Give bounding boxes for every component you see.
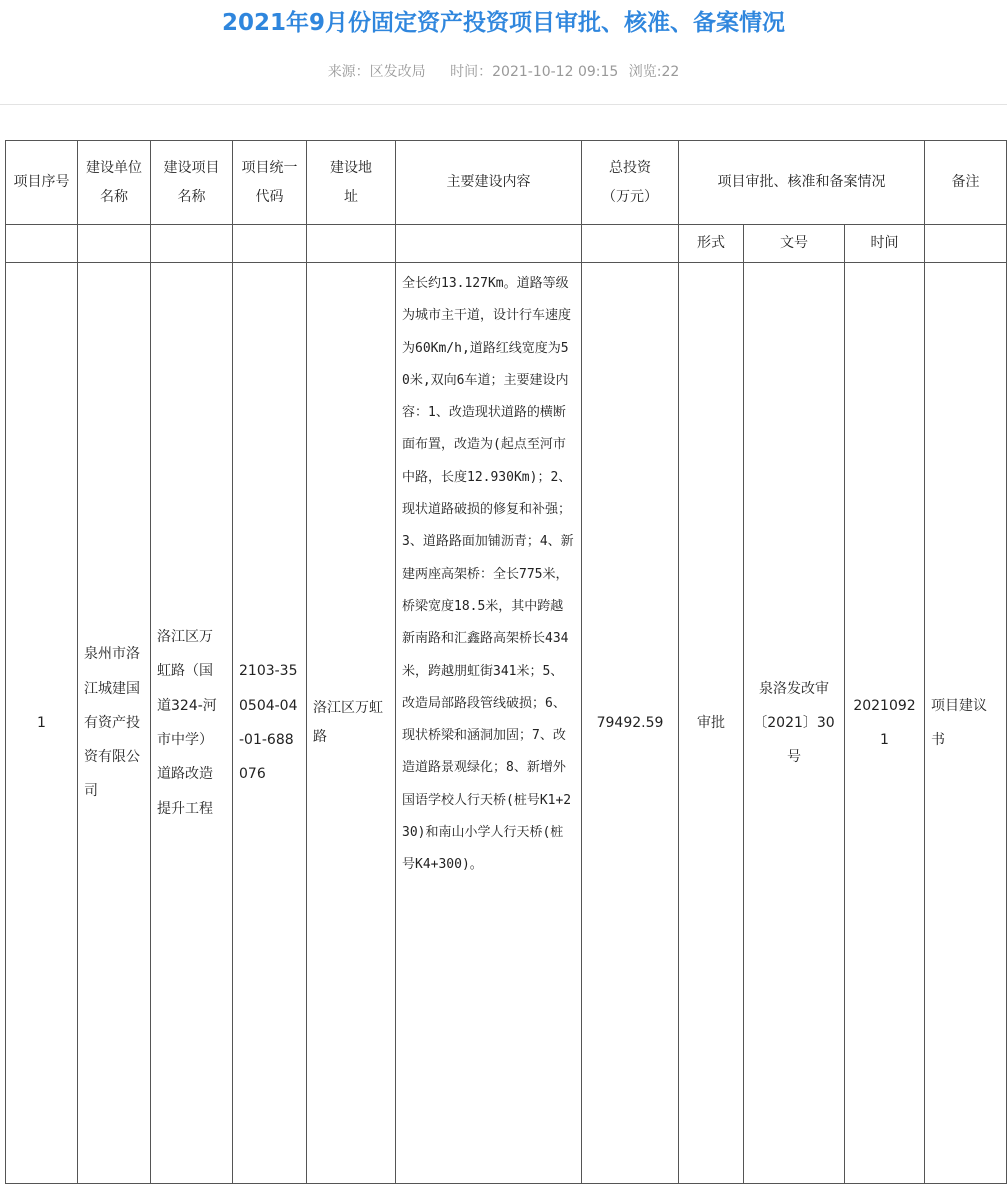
header-seq: 项目序号 — [6, 141, 78, 225]
header-unit: 建设单位名称 — [78, 141, 151, 225]
subheader-row — [6, 225, 1007, 263]
subheader-empty — [582, 225, 679, 263]
cell-doc-no: 泉洛发改审〔2021〕30号 — [744, 263, 845, 1184]
subheader-empty — [233, 225, 307, 263]
subheader-empty — [6, 225, 78, 263]
cell-form: 审批 — [679, 263, 744, 1184]
cell-investment: 79492.59 — [582, 263, 679, 1184]
cell-code: 2103-350504-04-01-688076 — [233, 263, 307, 1184]
header-date: 时间 — [845, 225, 925, 263]
article-meta — [0, 62, 1007, 82]
cell-date: 20210921 — [845, 263, 925, 1184]
header-investment: 总投资（万元） — [582, 141, 679, 225]
header-code: 项目统一代码 — [233, 141, 307, 225]
view-count: 浏览:22 — [628, 64, 680, 80]
header-row — [6, 141, 1007, 225]
cell-content: 全长约13.127Km。道路等级为城市主干道，设计行车速度为60Km/h,道路红线宽度为50米,双向6车道；主要建设内容：1、改造现状道路的横断面布置，改造为(起点至河市中路，长度12.930Km)；2、现状道路破损的修复和补强；3、道路路面加铺沥青；4、新建两座高架桥：全长775米，桥梁宽度18.5米，其中跨越新南路和汇鑫路高架桥长434米，跨越朋虹街341米；5、改造局部路段管线破损；6、现状桥梁和涵洞加固；7、改造道路景观绿化；8、新增外国语学校人行天桥(桩号K1+230)和南山小学人行天桥(桩号K4+300)。 — [396, 263, 582, 1184]
header-project-name: 建设项目名称 — [151, 141, 233, 225]
page-title: 2021年9月份固定资产投资项目审批、核准、备案情况 — [221, 10, 786, 36]
publish-time: 时间：2021-10-12 09:15 — [450, 64, 619, 80]
header-approval-group: 项目审批、核准和备案情况 — [679, 141, 925, 225]
header-doc-no: 文号 — [744, 225, 845, 263]
header-divider — [0, 104, 1007, 105]
subheader-empty — [396, 225, 582, 263]
subheader-empty — [925, 225, 1007, 263]
header-form: 形式 — [679, 225, 744, 263]
subheader-empty — [78, 225, 151, 263]
source-text: 来源：区发改局 — [327, 64, 426, 80]
cell-seq: 1 — [6, 263, 78, 1184]
subheader-empty — [307, 225, 396, 263]
project-table — [5, 140, 1007, 1184]
table-row — [6, 263, 1007, 1184]
cell-unit: 泉州市洛江城建国有资产投资有限公司 — [78, 263, 151, 1184]
header-location: 建设地址 — [307, 141, 396, 225]
cell-project-name: 洛江区万虹路（国道324-河市中学）道路改造提升工程 — [151, 263, 233, 1184]
subheader-empty — [151, 225, 233, 263]
cell-remark: 项目建议书 — [925, 263, 1007, 1184]
header-content: 主要建设内容 — [396, 141, 582, 225]
header-remark: 备注 — [925, 141, 1007, 225]
cell-location: 洛江区万虹路 — [307, 263, 396, 1184]
